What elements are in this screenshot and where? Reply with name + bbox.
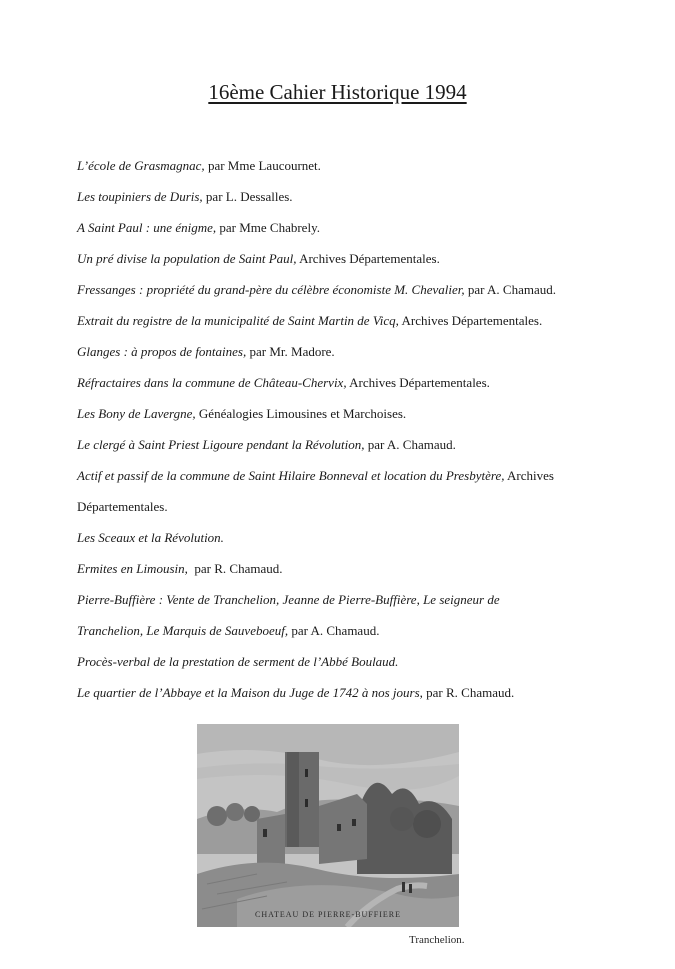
toc-entry xyxy=(77,150,617,181)
entry-title: Le quartier de l’Abbaye et la Maison du Juge de 1742 à nos jours, xyxy=(77,685,423,700)
page-title: 16ème Cahier Historique 1994 xyxy=(208,80,467,104)
entry-title: Les Bony de Lavergne, xyxy=(77,406,196,421)
entry-author: par A. Chamaud. xyxy=(464,282,556,297)
entry-title: A Saint Paul : une énigme, xyxy=(77,220,217,235)
castle-illustration xyxy=(197,724,459,927)
entry-author: Archives xyxy=(504,468,554,483)
toc-entry xyxy=(77,336,617,367)
illustration-inscription: CHATEAU DE PIERRE-BUFFIERE xyxy=(254,910,401,919)
toc-entry xyxy=(77,398,617,429)
entry-title: Glanges : à propos de fontaines, xyxy=(77,344,247,359)
entry-author: Généalogies Limousines et Marchoises. xyxy=(195,406,407,421)
toc-entry xyxy=(77,615,617,646)
entry-title: Un pré divise la population de Saint Paul, xyxy=(77,251,297,266)
entry-title: L’école de Grasmagnac, xyxy=(77,158,205,173)
entry-author: Archives Départementales. xyxy=(296,251,440,266)
entry-title: Actif et passif de la commune de Saint Hilaire Bonneval et location du Presbytère, xyxy=(77,468,505,483)
toc-entry xyxy=(77,305,617,336)
toc-entry xyxy=(77,274,617,305)
entry-author: par R. Chamaud. xyxy=(422,685,515,700)
entry-author: par R. Chamaud. xyxy=(187,561,283,576)
entry-title: Les Sceaux et la Révolution. xyxy=(77,530,224,545)
table-of-contents xyxy=(77,150,617,708)
toc-entry xyxy=(77,181,617,212)
toc-entry xyxy=(77,553,617,584)
toc-entry xyxy=(77,677,617,708)
entry-author: Archives Départementales. xyxy=(398,313,543,328)
entry-author: Archives Départementales. xyxy=(346,375,490,390)
entry-title: Tranchelion, Le Marquis de Sauveboeuf, xyxy=(77,623,289,638)
entry-author: par L. Dessalles. xyxy=(202,189,293,204)
entry-title: Ermites en Limousin, xyxy=(77,561,188,576)
toc-entry xyxy=(77,367,617,398)
entry-author: par Mme Chabrely. xyxy=(216,220,320,235)
entry-title: Les toupiniers de Duris, xyxy=(77,189,203,204)
entry-author: Départementales. xyxy=(77,499,168,514)
toc-entry xyxy=(77,646,617,677)
entry-title: Fressanges : propriété du grand-père du célèbre économiste M. Chevalier, xyxy=(77,282,465,297)
toc-entry xyxy=(77,491,617,522)
entry-author: par Mme Laucournet. xyxy=(204,158,321,173)
entry-author: par A. Chamaud. xyxy=(364,437,456,452)
toc-entry xyxy=(77,429,617,460)
toc-entry xyxy=(77,522,617,553)
figure-caption: Tranchelion. xyxy=(409,934,465,946)
entry-title: Réfractaires dans la commune de Château-Chervix, xyxy=(77,375,347,390)
entry-title: Le clergé à Saint Priest Ligoure pendant la Révolution, xyxy=(77,437,365,452)
entry-author: par Mr. Madore. xyxy=(246,344,335,359)
entry-author: par A. Chamaud. xyxy=(288,623,380,638)
entry-title: Procès-verbal de la prestation de serment de l’Abbé Boulaud. xyxy=(77,654,399,669)
entry-title: Pierre-Buffière : Vente de Tranchelion, Jeanne de Pierre-Buffière, Le seigneur de xyxy=(77,592,500,607)
toc-entry xyxy=(77,212,617,243)
entry-title: Extrait du registre de la municipalité de Saint Martin de Vicq, xyxy=(77,313,399,328)
toc-entry xyxy=(77,460,617,491)
toc-entry xyxy=(77,243,617,274)
toc-entry xyxy=(77,584,617,615)
